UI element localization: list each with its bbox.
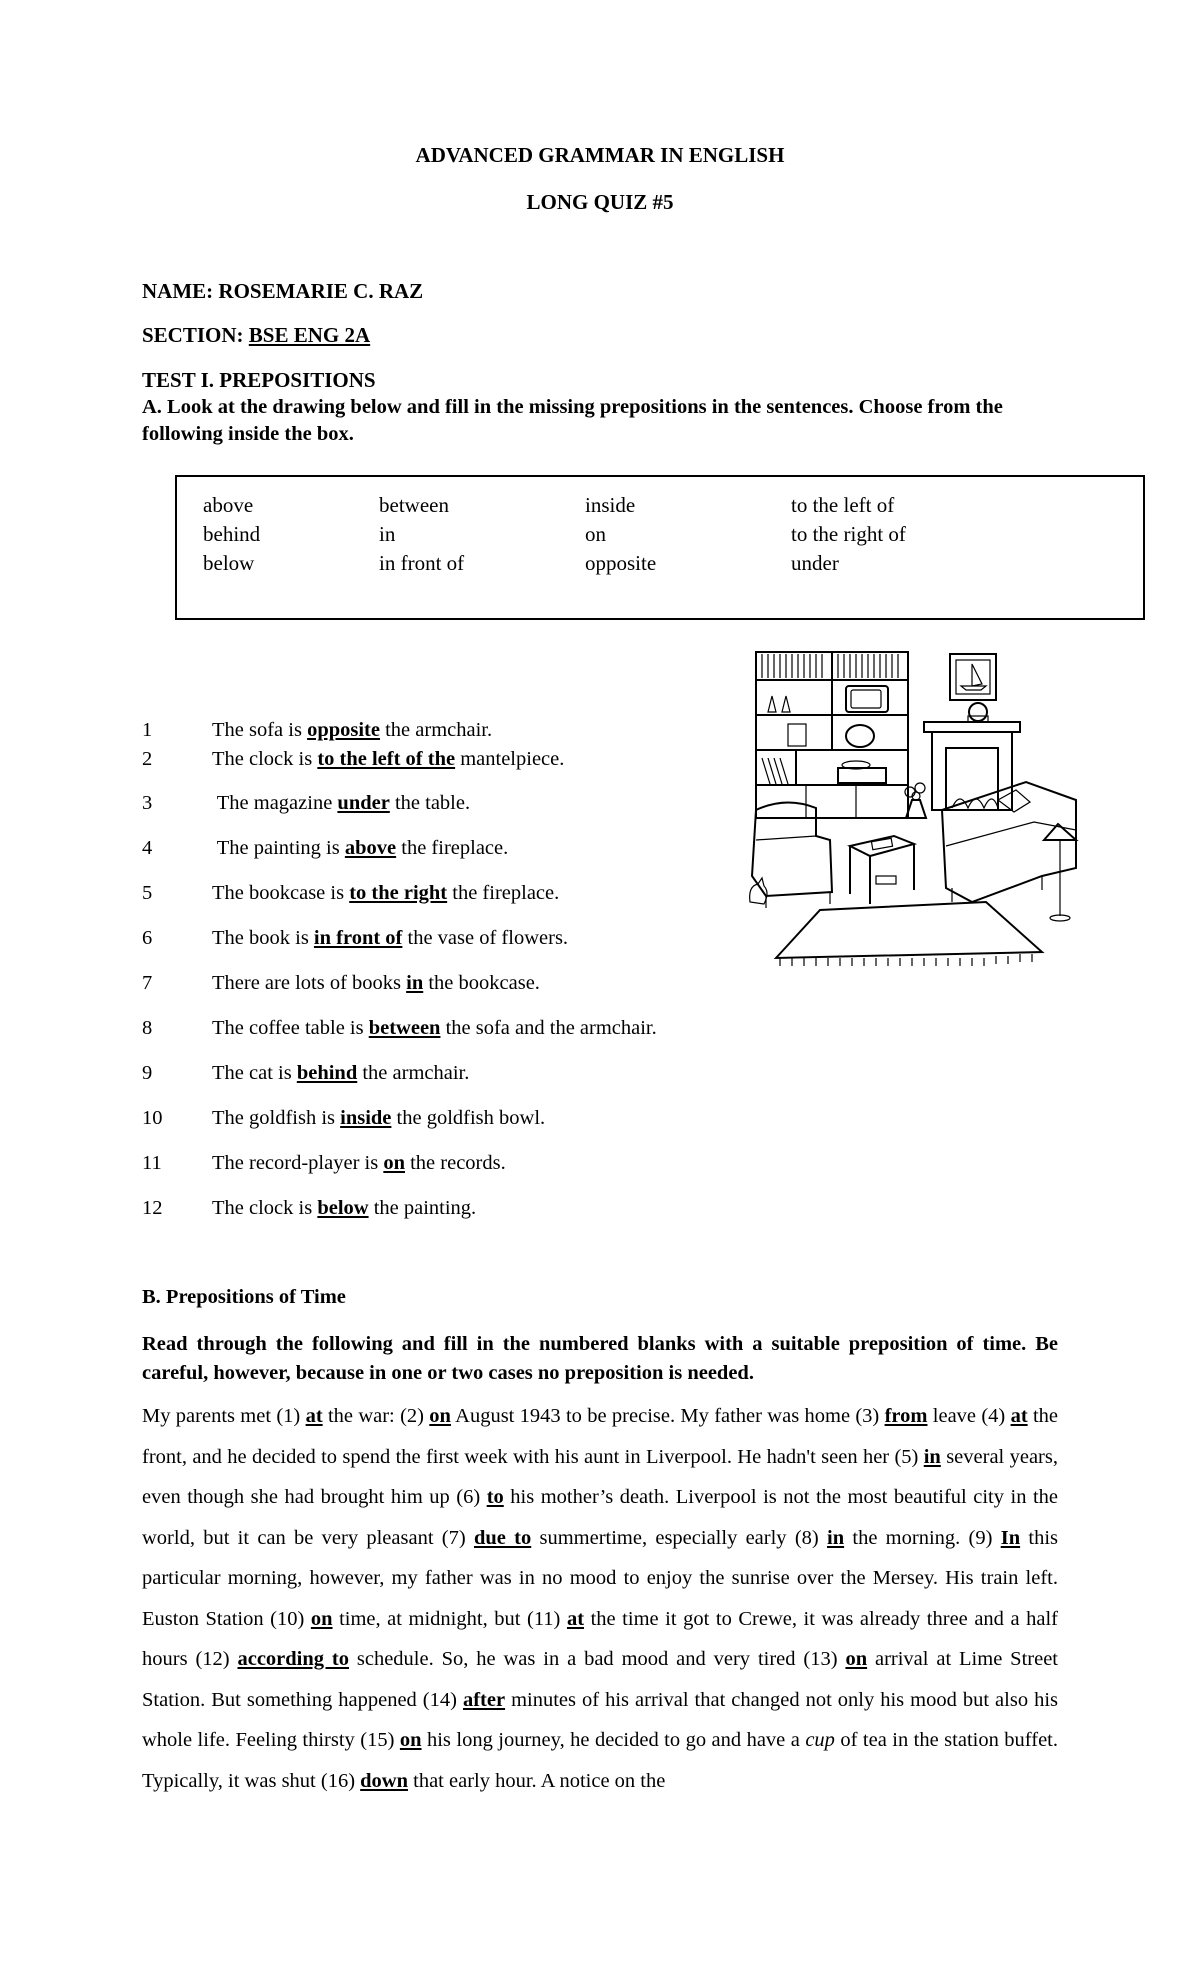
passage-italic: cup bbox=[805, 1729, 835, 1751]
answer: behind bbox=[296, 1062, 358, 1084]
word-column-3 bbox=[585, 491, 656, 578]
question-text: The cat is behind the armchair. bbox=[212, 1062, 470, 1084]
question-number: 9 bbox=[142, 1062, 153, 1084]
answer: opposite bbox=[307, 719, 380, 741]
word-option: in bbox=[379, 522, 396, 546]
test-heading: TEST I. PREPOSITIONS bbox=[142, 368, 376, 392]
passage-text: the front, and he decided to spend the first week with his aunt in Liverpool. He hadn't seen her (5) bbox=[142, 1405, 1058, 1468]
passage-answer: on bbox=[845, 1648, 868, 1670]
question-number: 5 bbox=[142, 882, 153, 904]
answer: under bbox=[337, 792, 390, 814]
section-value: BSE ENG 2A bbox=[248, 323, 371, 347]
word-option: above bbox=[203, 493, 254, 517]
question-number: 3 bbox=[142, 792, 153, 814]
sofa bbox=[942, 782, 1076, 921]
passage-answer: on bbox=[399, 1729, 422, 1751]
answer: inside bbox=[340, 1107, 392, 1129]
word-option: between bbox=[379, 493, 449, 517]
passage-text: schedule. So, he was in a bad mood and very tired (13) bbox=[349, 1648, 846, 1670]
word-option: below bbox=[203, 551, 255, 575]
section-label: SECTION: bbox=[142, 323, 244, 347]
passage-answer: In bbox=[1000, 1526, 1021, 1549]
passage-text: time, at midnight, but (11) bbox=[332, 1607, 567, 1630]
passage-text: leave (4) bbox=[927, 1405, 1011, 1427]
question-number: 2 bbox=[142, 748, 153, 770]
part-b-heading: B. Prepositions of Time bbox=[142, 1286, 346, 1308]
word-option: under bbox=[791, 551, 839, 575]
question-text: The coffee table is between the sofa and the armchair. bbox=[212, 1017, 657, 1039]
word-option: in front of bbox=[379, 551, 465, 575]
word-option: behind bbox=[203, 522, 261, 546]
question-text: The sofa is opposite the armchair. bbox=[212, 719, 493, 741]
painting bbox=[950, 654, 996, 700]
document-title: ADVANCED GRAMMAR IN ENGLISH bbox=[415, 143, 785, 167]
question-text: The goldfish is inside the goldfish bowl. bbox=[212, 1107, 546, 1129]
passage-text: this particular morning, however, my father was in no mood to enjoy the sunrise over the Mersey. His train left. Euston Station (10) bbox=[142, 1526, 1058, 1630]
passage-text: minutes of his arrival that changed not only his mood but also his whole life. Feeling thirsty (15) bbox=[142, 1688, 1059, 1751]
passage-answer: to bbox=[486, 1486, 504, 1508]
question-text: There are lots of books in the bookcase. bbox=[212, 972, 540, 994]
passage-text: his mother’s death. Liverpool is not the most beautiful city in the world, but it can be very pleasant (7) bbox=[142, 1486, 1058, 1549]
answer: to the left of the bbox=[317, 748, 456, 770]
name-line bbox=[142, 279, 423, 304]
rug bbox=[776, 902, 1042, 966]
passage-answer: on bbox=[429, 1405, 451, 1427]
passage-answer: after bbox=[462, 1688, 506, 1711]
name-value: ROSEMARIE C. RAZ bbox=[218, 279, 424, 303]
passage-answer: at bbox=[566, 1607, 585, 1630]
question-number: 6 bbox=[142, 927, 153, 949]
question-text: The clock is to the left of the mantelpiece. bbox=[212, 748, 565, 770]
question-number: 10 bbox=[142, 1107, 163, 1129]
passage-text: summertime, especially early (8) bbox=[531, 1526, 827, 1549]
question-text: The bookcase is to the right the fireplace. bbox=[212, 882, 560, 904]
question-text: The painting is above the fireplace. bbox=[212, 837, 509, 859]
question-text: The record-player is on the records. bbox=[212, 1152, 506, 1174]
living-room-drawing bbox=[746, 640, 1091, 970]
answer: below bbox=[317, 1197, 369, 1219]
coffee-table bbox=[850, 836, 914, 904]
fireplace bbox=[924, 703, 1020, 810]
passage-answer: on bbox=[310, 1607, 333, 1630]
passage-answer: due to bbox=[473, 1526, 532, 1549]
question-number: 4 bbox=[142, 837, 153, 859]
word-column-1 bbox=[203, 491, 260, 578]
word-column-2 bbox=[379, 491, 464, 578]
question-number: 12 bbox=[142, 1197, 163, 1219]
passage-text: August 1943 to be precise. My father was home (3) bbox=[450, 1405, 885, 1427]
word-option: to the right of bbox=[791, 522, 906, 546]
answer: in front of bbox=[313, 927, 403, 949]
passage-text: his long journey, he decided to go and have a bbox=[421, 1729, 806, 1751]
question-number: 8 bbox=[142, 1017, 153, 1039]
answer: above bbox=[344, 837, 397, 859]
passage-text: the time it got to Crewe, it was already three and a half hours (12) bbox=[142, 1607, 1059, 1670]
passage-text: that early hour. A notice on the bbox=[408, 1769, 666, 1792]
passage-answer: in bbox=[923, 1445, 941, 1468]
part-b-passage bbox=[142, 1396, 1058, 1801]
answer: to the right bbox=[349, 882, 448, 904]
question-number: 11 bbox=[142, 1152, 162, 1174]
passage-answer: at bbox=[305, 1405, 323, 1427]
section-line bbox=[142, 323, 370, 348]
word-option: on bbox=[585, 522, 606, 546]
quiz-number: LONG QUIZ #5 bbox=[526, 190, 674, 214]
question-text: The magazine under the table. bbox=[212, 792, 471, 814]
answer: in bbox=[406, 972, 424, 994]
name-label: NAME: bbox=[142, 279, 214, 303]
test-instructions: A. Look at the drawing below and fill in the missing prepositions in the sentences. Choose from the following inside the box. bbox=[142, 396, 1003, 445]
word-option: opposite bbox=[585, 551, 657, 575]
question-number: 7 bbox=[142, 972, 153, 994]
passage-answer: from bbox=[884, 1405, 928, 1427]
answer: on bbox=[383, 1152, 405, 1174]
passage-answer: down bbox=[360, 1769, 409, 1792]
answer: between bbox=[368, 1017, 441, 1039]
passage-text: the morning. (9) bbox=[844, 1526, 1001, 1549]
question-text: The book is in front of the vase of flowers. bbox=[212, 927, 569, 949]
word-column-4 bbox=[791, 491, 906, 578]
word-box bbox=[175, 475, 1145, 620]
passage-text: of tea in the station buffet. Typically, it was shut (16) bbox=[142, 1729, 1059, 1792]
passage-text: My parents met (1) bbox=[142, 1405, 306, 1427]
passage-answer: at bbox=[1010, 1405, 1028, 1427]
question-text: The clock is below the painting. bbox=[212, 1197, 477, 1219]
passage-answer: according to bbox=[237, 1648, 349, 1670]
part-b-instructions: Read through the following and fill in the numbered blanks with a suitable preposition of time. Be careful, however, because in one or two cases no preposition is needed. bbox=[142, 1333, 1058, 1384]
passage-answer: in bbox=[827, 1526, 845, 1549]
passage-text: arrival at Lime Street Station. But something happened (14) bbox=[142, 1648, 1058, 1711]
passage-text: the war: (2) bbox=[322, 1405, 430, 1427]
bookcase bbox=[756, 652, 908, 818]
question-number: 1 bbox=[142, 719, 153, 741]
passage-text: several years, even though she had brought him up (6) bbox=[142, 1445, 1058, 1508]
word-option: inside bbox=[585, 493, 636, 517]
word-option: to the left of bbox=[791, 493, 895, 517]
